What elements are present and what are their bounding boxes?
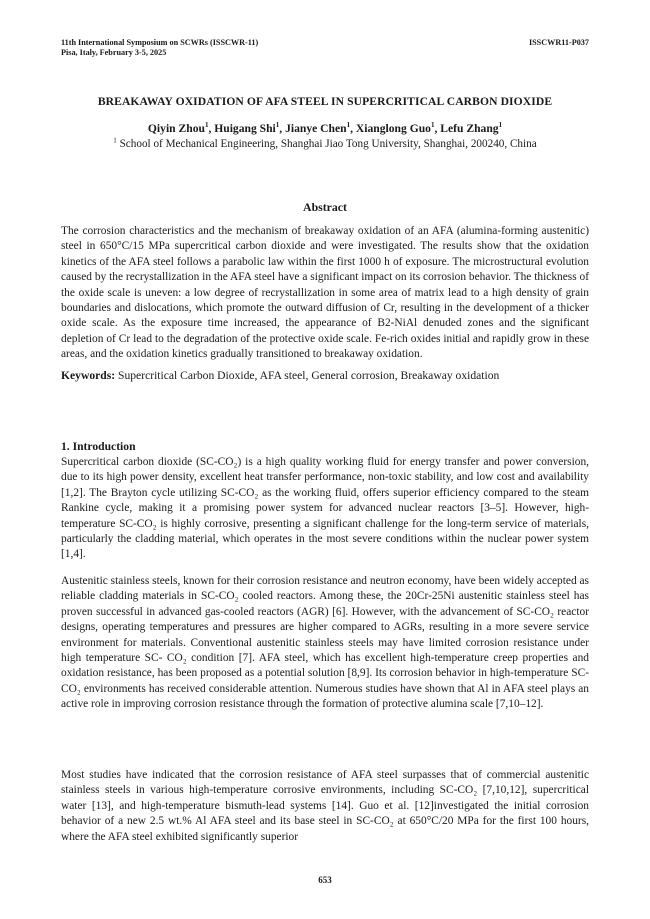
paper-id: ISSCWR11-P037: [528, 38, 589, 47]
intro-paragraph-2: [61, 574, 589, 713]
page-header: [61, 38, 589, 58]
keywords-text: Supercritical Carbon Dioxide, AFA steel, General corrosion, Breakaway oxidation: [118, 369, 500, 382]
abstract-body: [61, 224, 589, 363]
intro-paragraph-3: [61, 768, 589, 845]
paper-title: BREAKAWAY OXIDATION OF AFA STEEL IN SUPERCRITICAL CARBON DIOXIDE: [97, 95, 553, 108]
keywords-label: Keywords:: [61, 369, 116, 382]
author-list: Qiyin Zhou$^1$, Huigang Shi$^1$, Jianye Chen$^1$, Xianglong Guo$^1$, Lefu Zhang$^1$: [147, 121, 503, 135]
keywords: [61, 369, 589, 382]
author: Xianglong Guo: [355, 122, 431, 135]
intro-paragraph-1: [61, 455, 589, 563]
author: Jianye Chen: [285, 122, 347, 135]
author: Qiyin Zhou: [147, 122, 205, 135]
conference-name: 11th International Symposium on SCWRs (ISSCWR-11): [61, 38, 259, 47]
abstract-text: The corrosion characteristics and the mechanism of breakaway oxidation of an AFA (alumina-forming austenitic) steel in 650°C/15 MPa supercritical carbon dioxide and were investigated. The results show that the oxidation kinetics of the AFA steel follows a parabolic law within the first 1000 h of exposure. The microstructural evolution caused by the recrystallization in the AFA steel have a significant impact on its corrosion behavior. The thickness of the oxide scale is uneven: a low degree of recrystallization in some area of matrix lead to a high density of grain boundaries and dislocations, which promote the outward diffusion of Cr, resulting in the development of a thicker oxide scale. As the exposure time increased, the appearance of B2-NiAl denuded zones and the significant depletion of Cr lead to the degradation of the protective oxide scale. Fe-rich oxides initial and rapidly grow in these areas, and the oxidation kinetics gradually transitioned to breakaway oxidation.: [61, 225, 589, 361]
author: Huigang Shi: [214, 122, 276, 135]
intro-text-2: Austenitic stainless steels, known for their corrosion resistance and neutron economy, have been widely accepted as reliable cladding materials in SC-CO₂ cooled reactors. Among these, the 20Cr-25Ni austenitic stainless steel has proven successful in advanced gas-cooled reactors (AGR) [6]. However, with the advancement of SC-CO₂ reactor designs, operating temperatures and pressures are higher compared to AGRs, resulting in a more severe service environment for materials. Conventional austenitic stainless steels may have limited corrosion resistance under high temperature SC- CO₂ condition [7]. AFA steel, which has excellent high-temperature creep properties and oxidation resistance, has been proposed as a potential solution [8,9]. Its corrosion behavior in high-temperature SC-CO₂ environments has received considerable attention. Numerous studies have shown that Al in AFA steel plays an active role in improving corrosion resistance through the formation of protective alumina scale [7,10–12].: [61, 575, 589, 711]
affiliation-text: School of Mechanical Engineering, Shanghai Jiao Tong University, Shanghai, 200240, China: [119, 138, 537, 150]
page-number: 653: [318, 875, 332, 885]
affiliation: $^1$ School of Mechanical Engineering, Shanghai Jiao Tong University, Shanghai, 200240, China: [113, 136, 537, 150]
author: Lefu Zhang: [440, 122, 499, 135]
section-heading-introduction: 1. Introduction: [61, 440, 136, 453]
conference-location: Pisa, Italy, February 3-5, 2025: [61, 48, 167, 57]
abstract-heading: Abstract: [303, 200, 347, 214]
intro-text-1: Supercritical carbon dioxide (SC-CO₂) is a high quality working fluid for energy transfer and power conversion, due to its high power density, excellent heat transfer performance, non-toxic stability, and low cost and availability [1,2]. The Brayton cycle utilizing SC-CO₂ as the working fluid, offers superior efficiency compared to the steam Rankine cycle, making it a promising power system for advanced nuclear reactors [3–5]. However, high-temperature SC-CO₂ is highly corrosive, presenting a significant challenge for the long-term service of materials, particularly the cladding material, which operates in the most severe conditions within the nuclear power system [1,4].: [61, 456, 589, 561]
intro-text-3: Most studies have indicated that the corrosion resistance of AFA steel surpasses that of commercial austenitic stainless steels in various high-temperature corrosive environments, including SC-CO₂ [7,10,12], supercritical water [13], and high-temperature bismuth-lead systems [14]. Guo et al. [12]investigated the initial corrosion behavior of a new 2.5 wt.% Al AFA steel and its base steel in SC-CO₂ at 650°C/20 MPa for the first 100 hours, where the AFA steel exhibited significantly superior: [61, 769, 589, 843]
conference-info: [61, 38, 258, 58]
